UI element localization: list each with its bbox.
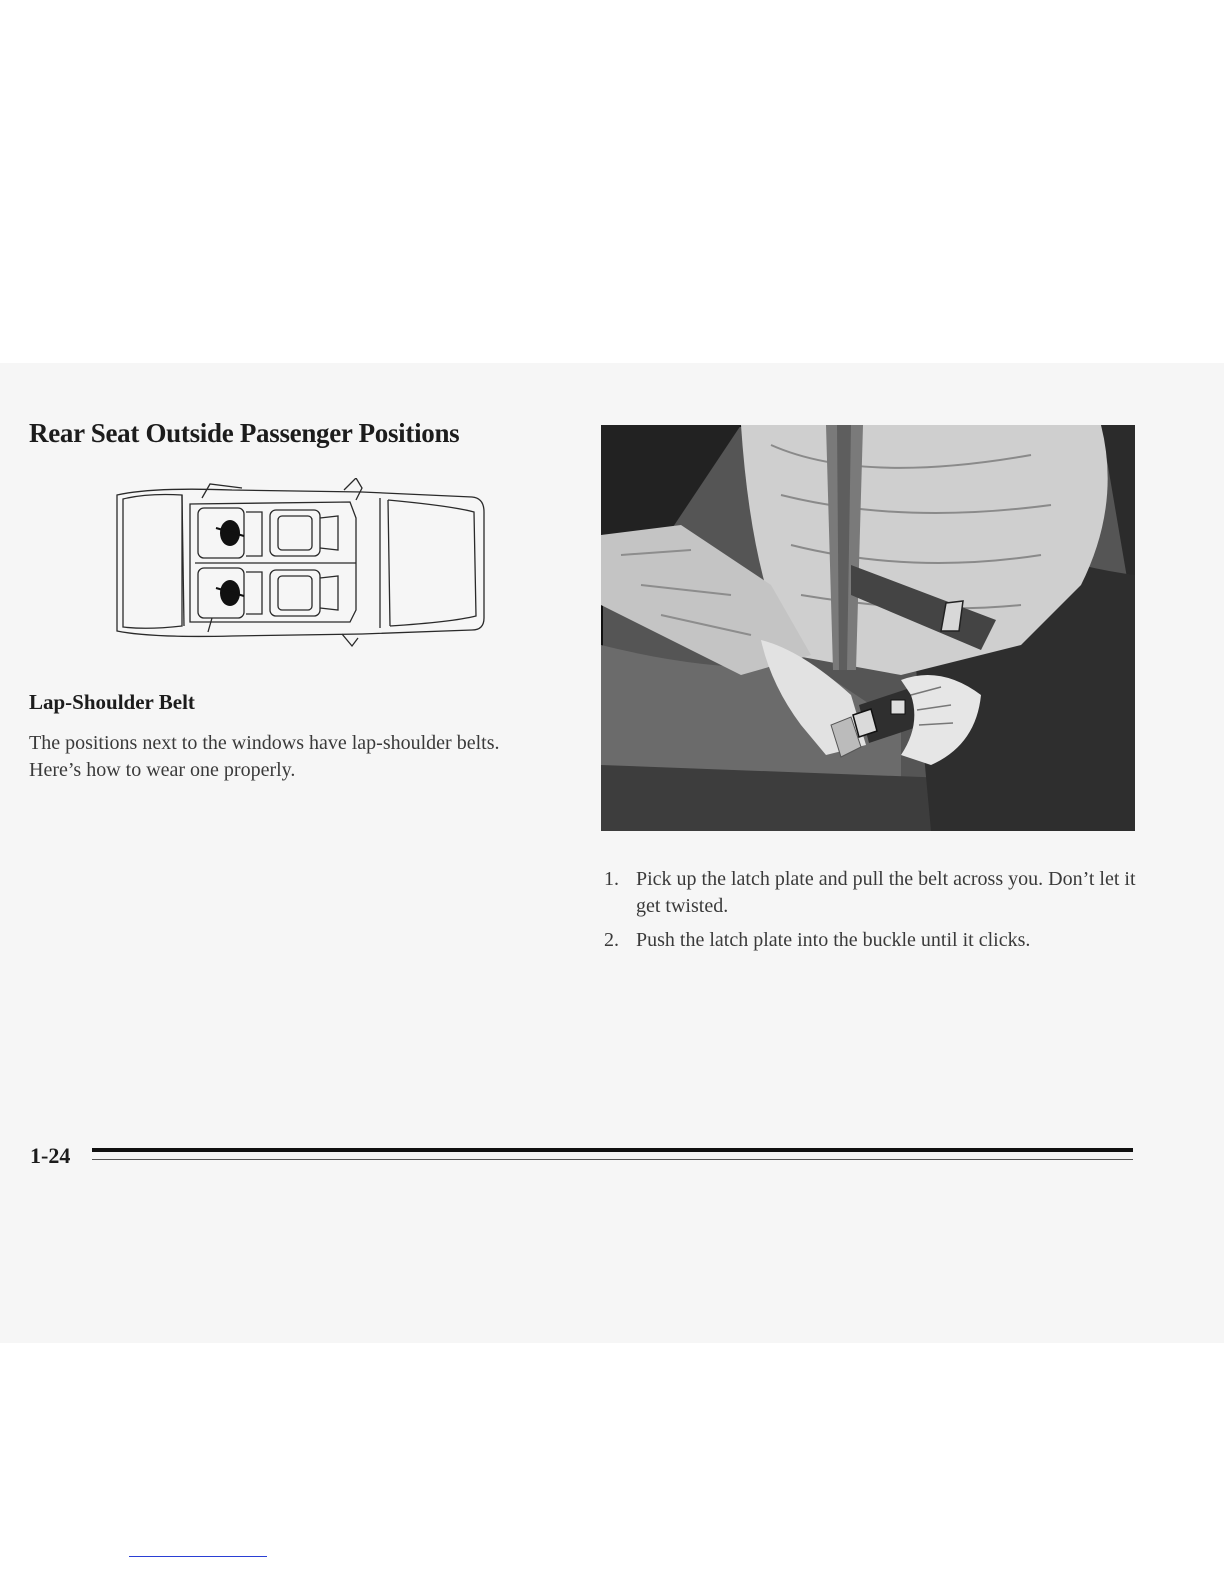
- section-subheading: Lap-Shoulder Belt: [29, 690, 195, 714]
- page-number: 1-24: [30, 1143, 71, 1168]
- footer-rule-thin: [92, 1159, 1133, 1160]
- step-number: 1.: [604, 868, 619, 890]
- footer-link-underline: [129, 1556, 267, 1557]
- section-title: Rear Seat Outside Passenger Positions: [29, 418, 460, 448]
- step-text: Push the latch plate into the buckle until it clicks.: [636, 929, 1031, 951]
- step-number: 2.: [604, 929, 619, 951]
- car-seating-diagram: [112, 478, 492, 648]
- intro-paragraph: The positions next to the windows have lap-shoulder belts. Here’s how to wear one properly.: [29, 732, 500, 781]
- step-item: [604, 927, 1144, 954]
- seatbelt-illustration: [601, 425, 1135, 831]
- footer-rule: [92, 1148, 1133, 1152]
- step-text: Pick up the latch plate and pull the belt across you. Don’t let it get twisted.: [636, 868, 1136, 917]
- step-item: [604, 866, 1144, 920]
- instruction-steps: [604, 866, 1144, 961]
